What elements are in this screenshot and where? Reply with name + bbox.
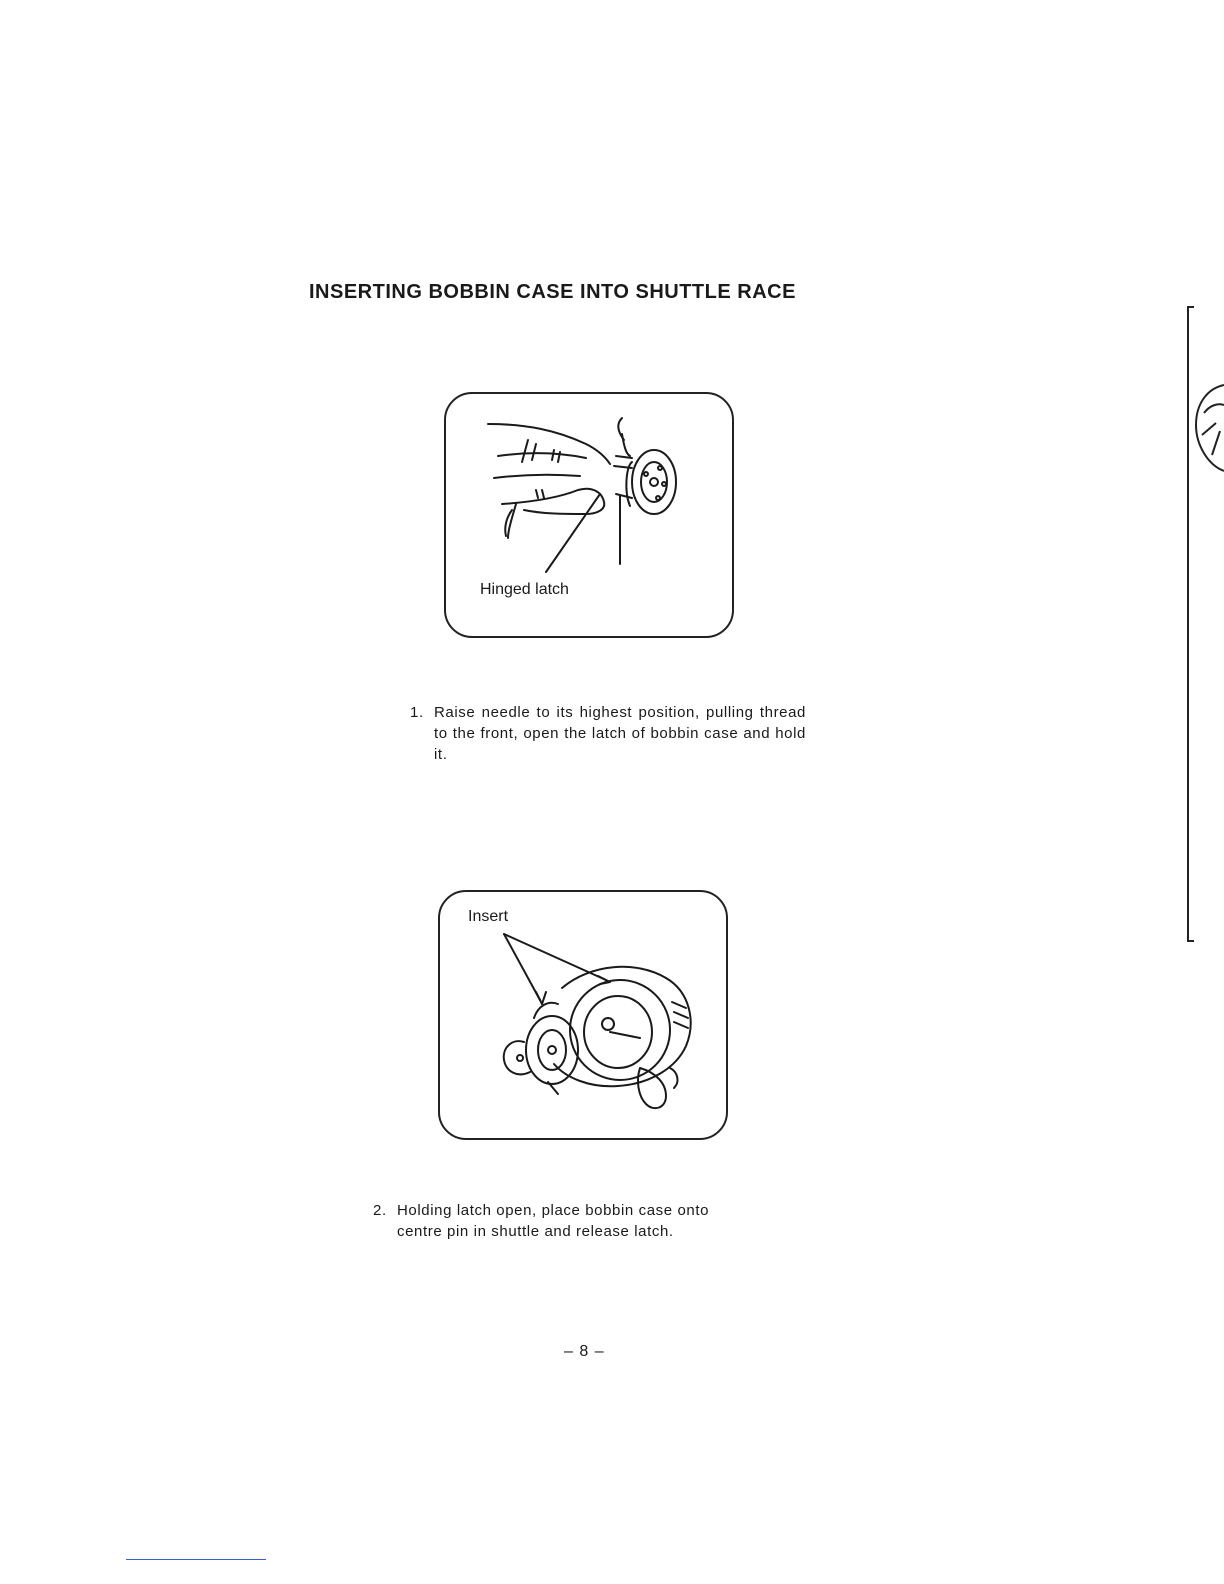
shuttle-race-illustration [440, 892, 730, 1142]
instruction-step-2 [373, 1200, 773, 1250]
page-number: – 8 – [564, 1343, 605, 1360]
step-text: Holding latch open, place bobbin case onto centre pin in shuttle and release latch. [397, 1202, 710, 1240]
figure-label: Hinged latch [480, 581, 569, 598]
figure-hinged-latch [444, 392, 734, 638]
page-title: INSERTING BOBBIN CASE INTO SHUTTLE RACE [309, 281, 796, 303]
instruction-step-1 [410, 702, 810, 772]
figure-insert [438, 890, 728, 1140]
step-number: 2. [373, 1202, 387, 1219]
bobbin-case-hand-illustration [446, 394, 736, 640]
adjacent-page-edge [1186, 305, 1224, 945]
figure-label: Insert [468, 908, 509, 925]
step-number: 1. [410, 704, 424, 721]
scan-margin-line [126, 1559, 266, 1560]
step-text: Raise needle to its highest position, pulling thread to the front, open the latch of bobbin case and hold it. [434, 704, 806, 763]
